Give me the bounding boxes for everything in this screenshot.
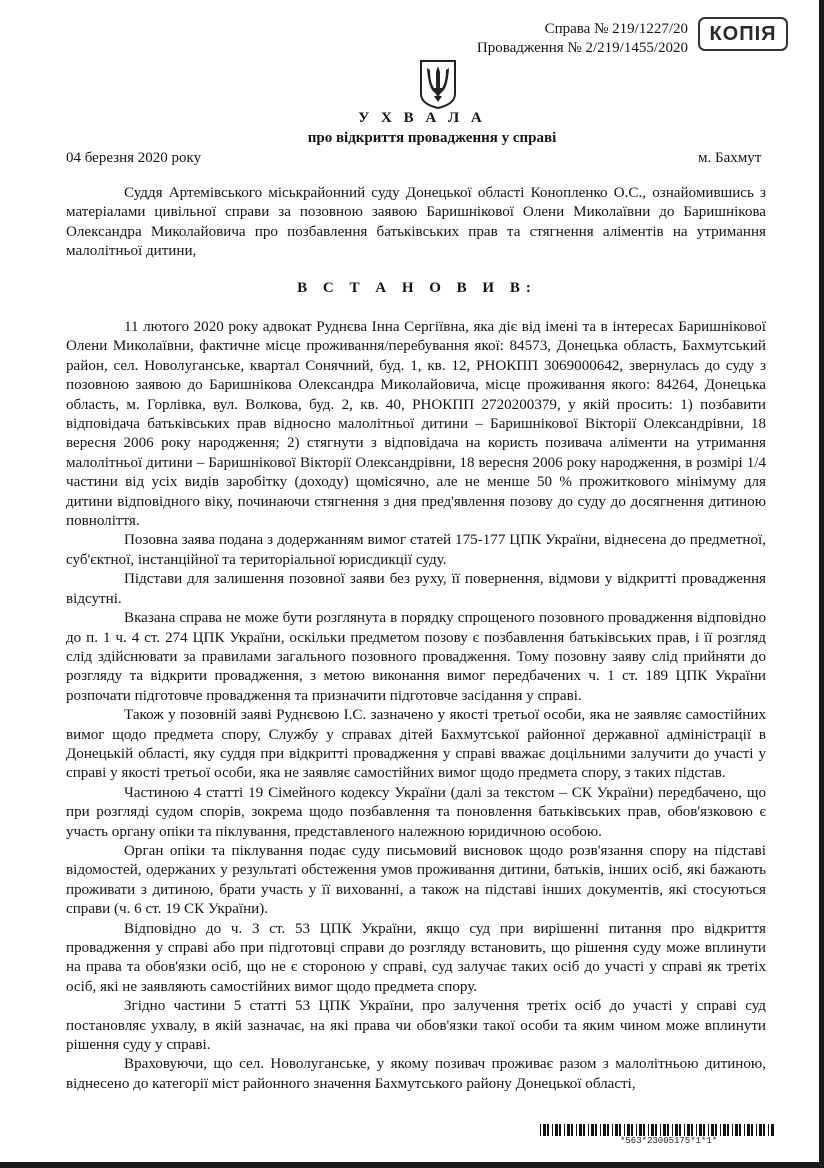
paragraph: Частиною 4 статті 19 Сімейного кодексу України (далі за текстом – СК України) передбачено, що при розгляді судом спорів, зокрема щодо позбавлення та поновлення батьківських прав, обов'язковою є участь органу опіки та піклування, представленого належною юридичною особою. xyxy=(66,784,766,840)
body-text xyxy=(66,318,766,1094)
document-city: м. Бахмут xyxy=(698,150,762,166)
paragraph: Згідно частини 5 статті 53 ЦПК України, про залучення третіх осіб до участі у справі суд постановляє ухвалу, в якій зазначає, на які права чи обов'язки такої особи та яким чином може вплинути рішення суду у справі. xyxy=(66,998,766,1054)
paragraph: Орган опіки та піклування подає суду письмовий висновок щодо розв'язання спору на підставі відомостей, одержаних у результаті обстеження умов проживання дитини, батьків, інших осіб, які бажають проживати з дитиною, брати участь у її вихованні, а також на підставі інших документів, які стосуються справи (ч. 6 ст. 19 СК України). xyxy=(66,842,766,918)
paragraph: Позовна заява подана з додержанням вимог статей 175-177 ЦПК України, віднесена до предметної, суб'єктної, інстанційної та територіальної юрисдикції суду. xyxy=(66,532,766,568)
barcode-icon xyxy=(540,1124,775,1136)
document-subtitle: про відкриття провадження у справі xyxy=(307,130,557,146)
paragraph: Також у позовній заяві Руднєвою І.С. зазначено у якості третьої особи, яка не заявляє самостійних вимог щодо предмета спору, Службу у справах дітей Бахмутської районної державної адміністрації в Донецькій області, яку суддя при відкритті провадження у справі вважає доцільними залучити до участі у справі у якості третьої особи, яка не заявляє самостійних вимог щодо предмета спору, з таких підстав. xyxy=(66,707,766,782)
copy-stamp: КОПІЯ xyxy=(698,17,788,51)
paragraph: Вказана справа не може бути розглянута в порядку спрощеного позовного провадження відповідно до п. 1 ч. 4 ст. 274 ЦПК України, оскільки предметом позову є позбавлення батьківських прав, і її розгляд слід здійснювати за правилами загального позовного провадження. Тому позовну заяву слід прийняти до розгляду та відкрити провадження, з метою виконання вимог передбачених ч. 1 ст. 189 ЦПК України розпочати підготовче провадження та призначити підготовче засідання у справі. xyxy=(66,610,766,704)
intro-block xyxy=(66,184,766,286)
case-number: Справа № 219/1227/20 xyxy=(544,21,688,37)
paragraph: 11 лютого 2020 року адвокат Руднєва Інна Сергіївна, яка діє від імені та в інтересах Баришнікової Олени Миколаївни, фактичне місце проживання/перебування якої: 84573, Донецька область, Бахмутський район, сел. Новолуганське, квартал Сонячний, буд. 1, кв. 12, РНОКПП 3069000642, звернулась до суду з позовною заявою до Баришнікова Олександра Миколайовича, місце проживання якого: 84264, Донецька область, м. Горлівка, вул. Волкова, буд. 2, кв. 40, РНОКПП 2720200379, у якій просить: 1) позбавити відповідача батьківських прав відносно малолітньої дитини – Баришнікової Вікторії Олександрівни, 18 вересня 2006 року народження; 2) стягнути з відповідача на користь позивача аліменти на утримання малолітньої дитини – Баришнікової Вікторії Олександрівни, 18 вересня 2006 року народження, в розмірі 1/4 частини від усіх видів заробітку (доходу) щомісячно, але не менше 50 % прожиткового мінімуму для дитини відповідного віку, починаючи стягнення з дня пред'явлення позову до суду до досягнення дитиною повноліття. xyxy=(66,319,766,530)
intro-paragraph: Суддя Артемівського міськрайонний суду Донецької області Конопленко О.С., ознайомившись з матеріалами цивільної справи за позовною заявою Баришнікової Олени Миколаївни до Баришнікова Олександра Миколайовича про позбавлення батьківських прав та стягнення аліментів на утримання малолітньої дитини, xyxy=(66,185,766,260)
proceeding-number: Провадження № 2/219/1455/2020 xyxy=(476,40,688,56)
paragraph: Відповідно до ч. 3 ст. 53 ЦПК України, якщо суд при вирішенні питання про відкриття провадження у справі або при підготовці справи до розгляду встановить, що рішення суду може вплинути на права та обов'язки осіб, що не є стороною у справі, суд залучає таких осіб до участі у справі як третіх осіб, які не заявляють самостійних вимог щодо предмета спору. xyxy=(66,920,766,995)
trident-emblem-icon xyxy=(418,58,458,110)
case-header xyxy=(430,20,688,58)
document-date: 04 березня 2020 року xyxy=(66,150,202,166)
paragraph: Враховуючи, що сел. Новолуганське, у якому позивач проживає разом з малолітньою дитиною, віднесено до категорії міст районного значення Бахмутського району Донецької області, xyxy=(66,1056,766,1092)
scan-edge-right xyxy=(819,0,824,1168)
barcode-number: *563*23005175*1*1* xyxy=(620,1136,718,1146)
section-heading: В С Т А Н О В И В: xyxy=(297,280,537,296)
scan-edge-bottom xyxy=(0,1162,824,1168)
paragraph: Підстави для залишення позовної заяви без руху, її повернення, відмови у відкритті провадження відсутні. xyxy=(66,571,766,607)
document-title: У Х В А Л А xyxy=(358,110,486,126)
